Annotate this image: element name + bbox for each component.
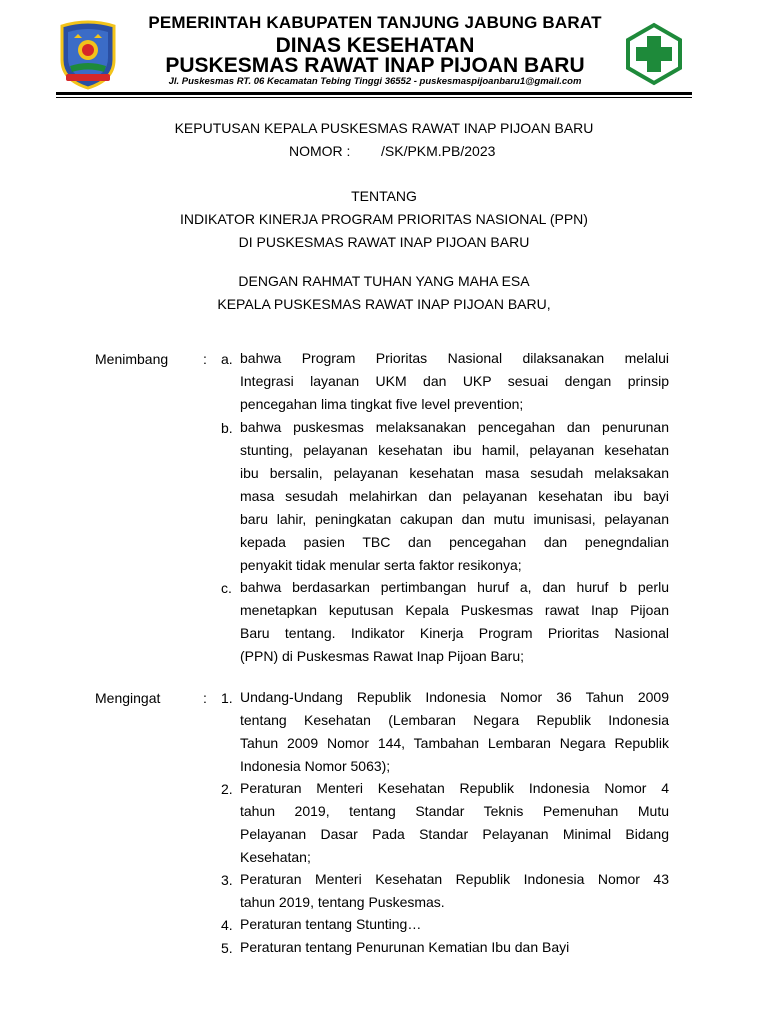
preamble-line1: DENGAN RAHMAT TUHAN YANG MAHA ESA xyxy=(238,273,530,289)
text-line: masa sesudah melahirkan dan pelayanan kesehatan ibu bayi xyxy=(240,488,669,504)
text-line: baru lahir, peningkatan cakupan dan mutu imunisasi, pelayanan xyxy=(240,511,669,527)
text-line: Indonesia Nomor 5063); xyxy=(240,758,391,774)
mengingat-marker-1: 1. xyxy=(221,690,233,706)
text-line: bahwa puskesmas melaksanakan pencegahan dan penurunan xyxy=(240,419,669,435)
text-line: Peraturan Menteri Kesehatan Republik Indonesia Nomor 4 xyxy=(240,780,669,796)
text-line: Kesehatan; xyxy=(240,849,311,865)
mengingat-label: Mengingat xyxy=(95,690,161,706)
text-line: bahwa Program Prioritas Nasional dilaksanakan melalui xyxy=(240,350,669,366)
text-line: ibu bersalin, pelayanan kesehatan masa sesudah melaksakan xyxy=(240,465,669,481)
mengingat-item-5 xyxy=(240,936,669,959)
menimbang-marker-a: a. xyxy=(221,351,233,367)
agency-name: DINAS KESEHATAN xyxy=(275,34,475,57)
text-line: Pelayanan Dasar Pada Standar Pelayanan Minimal Bidang xyxy=(240,826,669,842)
text-line: Peraturan Menteri Kesehatan Republik Indonesia Nomor 43 xyxy=(240,871,669,887)
health-cross-icon xyxy=(624,22,684,86)
mengingat-marker-3: 3. xyxy=(221,872,233,888)
mengingat-item-4 xyxy=(240,913,669,936)
text-line: penyakit tidak menular serta faktor resikonya; xyxy=(240,557,522,573)
mengingat-item-3 xyxy=(240,868,669,914)
letterhead-rule-thin xyxy=(56,97,692,98)
text-line: bahwa berdasarkan pertimbangan huruf a, dan huruf b perlu xyxy=(240,579,669,595)
mengingat-item-1 xyxy=(240,686,669,778)
text-line: (PPN) di Puskesmas Rawat Inap Pijoan Baru; xyxy=(240,648,525,664)
government-name: PEMERINTAH KABUPATEN TANJUNG JABUNG BARAT xyxy=(148,13,602,32)
letterhead xyxy=(0,0,768,100)
mengingat-marker-2: 2. xyxy=(221,781,233,797)
decree-subject-line2: DI PUSKESMAS RAWAT INAP PIJOAN BARU xyxy=(238,234,530,250)
menimbang-item-b xyxy=(240,416,669,577)
text-line: tentang Kesehatan (Lembaran Negara Republik Indonesia xyxy=(240,712,669,728)
text-line: Peraturan tentang Stunting… xyxy=(240,916,422,932)
text-line: Tahun 2009 Nomor 144, Tambahan Lembaran Negara Republik xyxy=(240,735,669,751)
nomor-label: NOMOR : xyxy=(289,143,351,159)
mengingat-marker-5: 5. xyxy=(221,940,233,956)
text-line: Undang-Undang Republik Indonesia Nomor 36 Tahun 2009 xyxy=(240,689,669,705)
mengingat-item-2 xyxy=(240,777,669,869)
text-line: Integrasi layanan UKM dan UKP sesuai dengan prinsip xyxy=(240,373,669,389)
decree-title: KEPUTUSAN KEPALA PUSKESMAS RAWAT INAP PIJOAN BARU xyxy=(174,120,594,136)
menimbang-marker-b: b. xyxy=(221,420,233,436)
text-line: pencegahan lima tingkat five level prevention; xyxy=(240,396,524,412)
menimbang-item-c xyxy=(240,576,669,668)
text-line: Peraturan tentang Penurunan Kematian Ibu dan Bayi xyxy=(240,939,570,955)
text-line: menetapkan keputusan Kepala Puskesmas rawat Inap Pijoan xyxy=(240,602,669,618)
tentang-heading: TENTANG xyxy=(351,188,417,204)
menimbang-colon: : xyxy=(203,351,207,367)
mengingat-colon: : xyxy=(203,690,207,706)
mengingat-marker-4: 4. xyxy=(221,917,233,933)
text-line: kepada pasien TBC dan pencegahan dan penegndalian xyxy=(240,534,669,550)
menimbang-label: Menimbang xyxy=(95,351,169,367)
text-line: tahun 2019, tentang Puskesmas. xyxy=(240,894,445,910)
regency-emblem-icon xyxy=(56,20,120,90)
menimbang-item-a xyxy=(240,347,669,416)
preamble-line2: KEPALA PUSKESMAS RAWAT INAP PIJOAN BARU, xyxy=(217,296,551,312)
menimbang-marker-c: c. xyxy=(221,580,232,596)
text-line: tahun 2019, tentang Standar Teknis Pemenuhan Mutu xyxy=(240,803,669,819)
nomor-value: /SK/PKM.PB/2023 xyxy=(381,143,496,159)
decree-subject-line1: INDIKATOR KINERJA PROGRAM PRIORITAS NASIONAL (PPN) xyxy=(180,211,588,227)
letterhead-rule-thick xyxy=(56,92,692,95)
text-line: stunting, pelayanan kesehatan ibu hamil, pelayanan kesehatan xyxy=(240,442,669,458)
facility-name: PUSKESMAS RAWAT INAP PIJOAN BARU xyxy=(165,54,585,77)
address-line: Jl. Puskesmas RT. 06 Kecamatan Tebing Tinggi 36552 - puskesmaspijoanbaru1@gmail.com xyxy=(168,76,582,87)
text-line: Baru tentang. Indikator Kinerja Program Prioritas Nasional xyxy=(240,625,669,641)
